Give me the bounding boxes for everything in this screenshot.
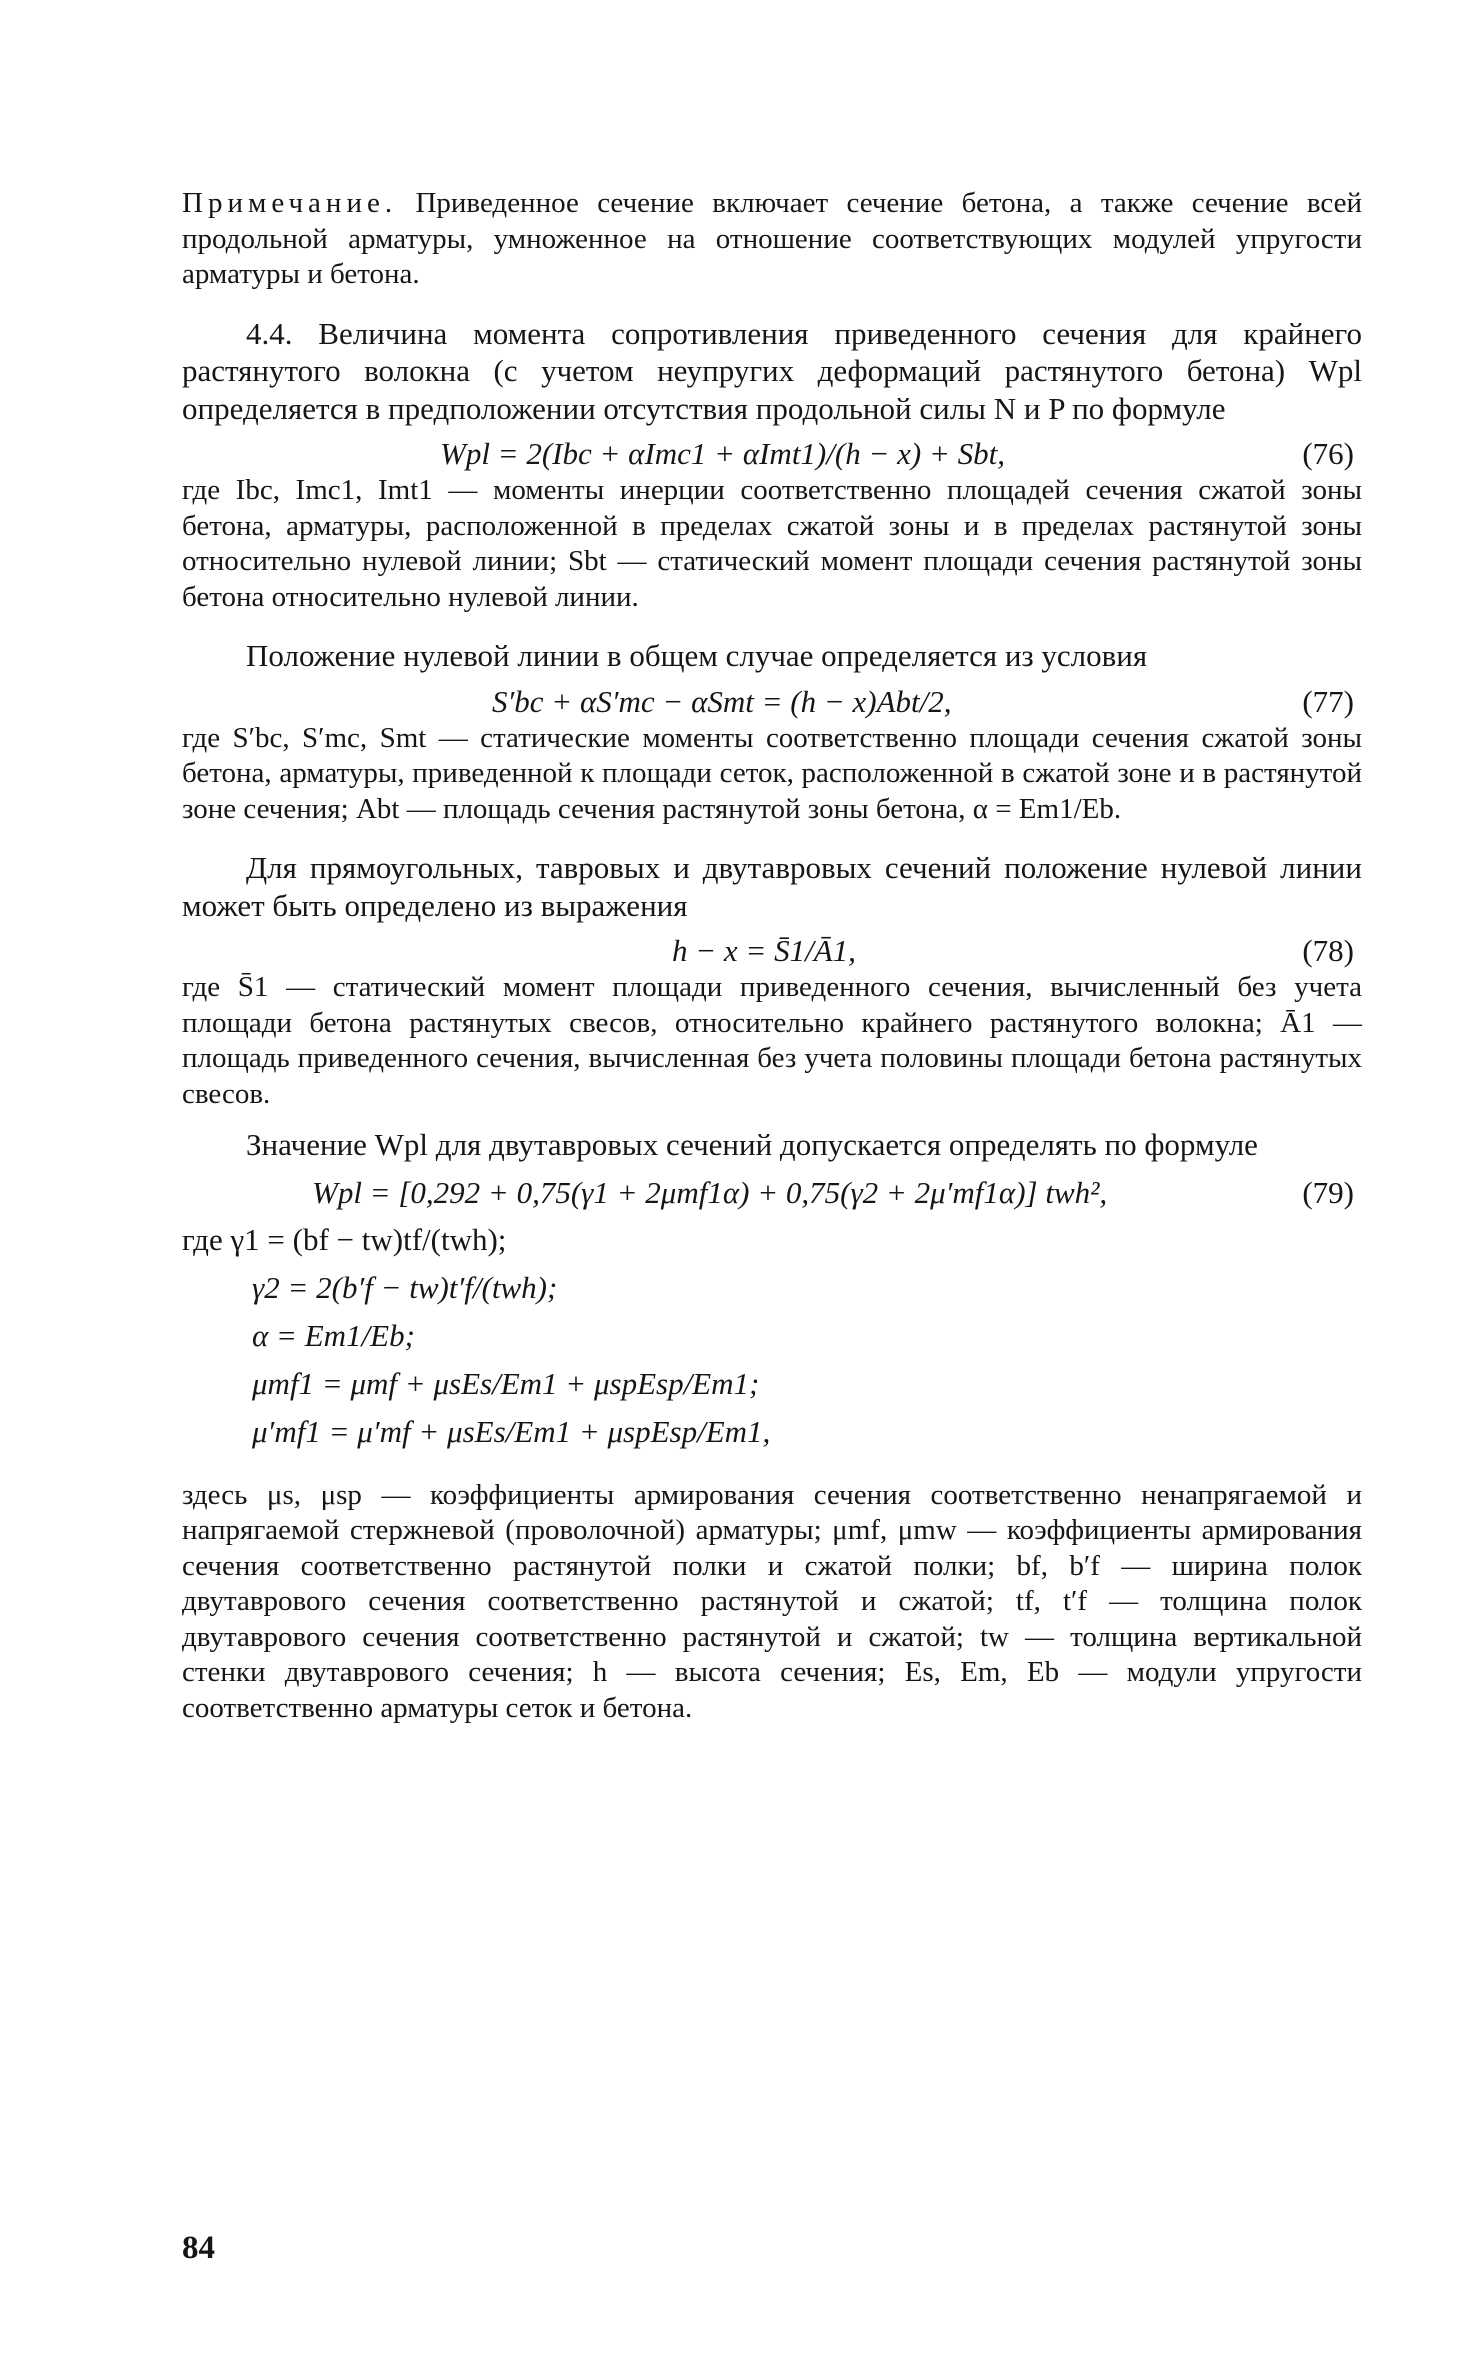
paragraph-zero-line: Положение нулевой линии в общем случае определяется из условия	[246, 638, 1148, 673]
equation-79-number: (79)	[1302, 1174, 1354, 1210]
definition-alpha: α = Em1/Eb;	[252, 1317, 415, 1353]
note-lead: Примечание.	[182, 187, 398, 219]
equation-76-formula: Wpl = 2(Ibc + αImc1 + αImt1)/(h − x) + Sbt,	[440, 436, 1005, 471]
note-text: Приведенное сечение включает сечение бетона, а также сечение всей продольной арматуры, умноженное на отношение соответствующих модулей упругости арматуры и бетона.	[182, 187, 1362, 290]
equation-76-number: (76)	[1302, 436, 1354, 471]
equation-78	[182, 932, 1362, 970]
where-76: где Ibc, Imc1, Imt1 — моменты инерции соответственно площадей сечения сжатой зоны бетона, арматуры, расположенной в пределах сжатой зоны и в пределах растянутой зоны относительно нулевой линии; Sbt — статический момент площади сечения растянутой зоны бетона относительно нулевой линии.	[182, 474, 1362, 613]
equation-77-number: (77)	[1302, 683, 1354, 719]
where-78: где S̄1 — статический момент площади приведенного сечения, вычисленный без учета площади бетона растянутых свесов, относительно крайнего растянутого волокна; Ā1 — площадь приведенного сечения, вычисленная без учета половины площади бетона растянутых свесов.	[182, 971, 1362, 1110]
paragraph-rectangular: Для прямоугольных, тавровых и двутавровых сечений положение нулевой линии может быть определено из выражения	[182, 850, 1362, 923]
equation-78-formula: h − x = S̄1/Ā1,	[672, 933, 856, 968]
definition-mu-prime-mf1: μ′mf1 = μ′mf + μsEs/Em1 + μspEsp/Em1,	[252, 1413, 771, 1449]
here-paragraph: здесь μs, μsp — коэффициенты армирования сечения соответственно ненапрягаемой и напрягаемой стержневой (проволочной) арматуры; μmf, μmw — коэффициенты армирования сечения соответственно растянутой полки и сжатой полки; bf, b′f — ширина полок двутаврового сечения соответственно растянутой и сжатой; tf, t′f — толщина полок двутаврового сечения соответственно растянутой и сжатой; tw — толщина вертикальной стенки двутаврового сечения; h — высота сечения; Es, Em, Eb — модули упругости соответственно арматуры сеток и бетона.	[182, 1478, 1362, 1724]
equation-77	[182, 683, 1362, 721]
equation-79	[182, 1174, 1362, 1212]
equation-79-formula: Wpl = [0,292 + 0,75(γ1 + 2μmf1α) + 0,75(γ2 + 2μ′mf1α)] twh²,	[312, 1174, 1108, 1210]
page-number: 84	[182, 2230, 215, 2266]
definition-gamma2: γ2 = 2(b′f − tw)t′f/(twh);	[252, 1269, 558, 1305]
paragraph-4-4: 4.4. Величина момента сопротивления приведенного сечения для крайнего растянутого волокна (с учетом неупругих деформаций растянутого бетона) Wpl определяется в предположении отсутствия продольной силы N и P по формуле	[182, 315, 1362, 426]
equation-77-formula: S′bc + αS′mc − αSmt = (h − x)Abt/2,	[492, 683, 952, 719]
where-77: где S′bc, S′mc, Smt — статические моменты соответственно площади сечения сжатой зоны бетона, арматуры, приведенной к площади сеток, расположенной в сжатой зоне и в растянутой зоне сечения; Abt — площадь сечения растянутой зоны бетона, α = Em1/Eb.	[182, 721, 1362, 825]
note-paragraph	[182, 186, 1362, 293]
definition-gamma1: где γ1 = (bf − tw)tf/(twh);	[182, 1221, 507, 1257]
page-body	[182, 186, 1362, 1726]
definitions-list	[182, 1216, 1362, 1456]
definition-mu-mf1: μmf1 = μmf + μsEs/Em1 + μspEsp/Em1;	[252, 1365, 760, 1401]
equation-78-number: (78)	[1302, 933, 1354, 968]
equation-76	[182, 435, 1362, 473]
paragraph-value: Значение Wpl для двутавровых сечений допускается определять по формуле	[246, 1127, 1258, 1162]
